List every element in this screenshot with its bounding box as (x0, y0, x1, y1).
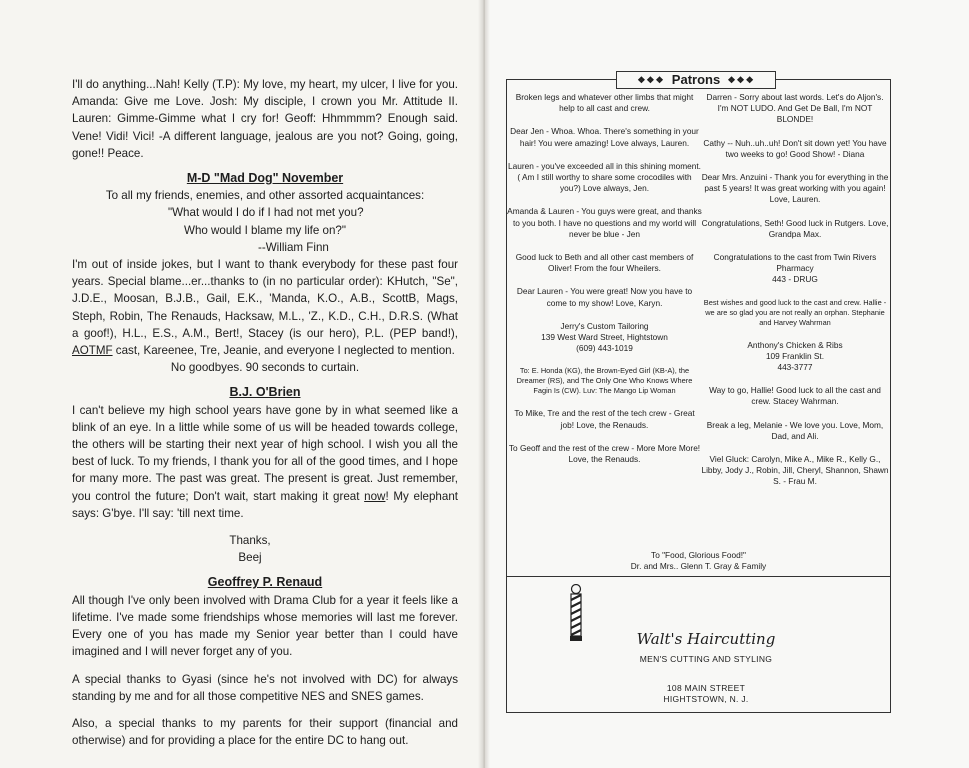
patrons-bottom-note (506, 550, 891, 572)
ad-address-line-2: HIGHTSTOWN, N. J. (663, 694, 749, 704)
patron-note: Congratulations, Seth! Good luck in Rutgers. Love, Grandpa Max. (701, 217, 889, 239)
patron-ad-pharmacy: Congratulations to the cast from Twin Rivers Pharmacy 443 - DRUG (713, 252, 877, 285)
quote-line-1: "What would I do if I had not met you? (168, 206, 364, 220)
barber-pole-icon (567, 584, 585, 644)
ornament-left-icon: ❖❖❖ (637, 75, 665, 85)
obrien-thanks: Thanks, (229, 534, 271, 548)
patron-note: Dear Mrs. Anzuini - Thank you for everything in the past 5 years! It was great working with you again! Love, Lauren. (701, 172, 889, 205)
renaud-paragraph-2: A special thanks to Gyasi (since he's not involved with DC) for always standing by me and for all those competitive NES and SNES games. (72, 672, 458, 703)
patron-note: Amanda & Lauren - You guys were great, and thanks to you both. I have no questions and my world will never be blue - Jen (507, 206, 702, 239)
patron-note: Best wishes and good luck to the cast and crew. Hallie - we are so glad you are not really an orphan. Stephanie and Harvey Wahrman (703, 297, 887, 327)
patron-ad-tailoring: Jerry's Custom Tailoring 139 West Ward Street, Hightstown (609) 443-1019 (541, 320, 668, 354)
bottom-note-line-2: Dr. and Mrs.. Glenn T. Gray & Family (630, 561, 767, 572)
patron-note: Cathy -- Nuh..uh..uh! Don't sit down yet! You have two weeks to go! Good Show! - Diana (703, 137, 887, 159)
book-gutter (478, 0, 490, 768)
ad-business-address (606, 683, 806, 705)
ad-business-tagline: MEN'S CUTTING AND STYLING (639, 654, 773, 664)
obrien-body-text: I can't believe my high school years have gone by in what seemed like a blink of an eye. In a little while some of us will be headed towards college, the others will be starting their next year of high school. I wish you all the best of luck. To my friends, I thank you for all of the good times, and I hope for many more. The past was great. The present is great. Just remember, you control the future; Don't wait, start making it great (72, 403, 458, 503)
patron-note: Dear Lauren - You were great! Now you have to come to my show! Love, Karyn. (516, 286, 693, 308)
november-closing: No goodbyes. 90 seconds to curtain. (170, 361, 360, 375)
obrien-signoff: Beej (238, 551, 262, 565)
patron-note: Dear Jen - Whoa. Whoa. There's something in your hair! You were amazing! Love always, Lauren. (510, 126, 699, 148)
patron-note: Good luck to Beth and all other cast members of Oliver! From the four Wheilers. (515, 252, 694, 274)
patron-note: Broken legs and whatever other limbs that might help to all cast and crew. (515, 92, 694, 114)
ornament-right-icon: ❖❖❖ (727, 75, 755, 85)
patron-note: To Mike, Tre and the rest of the tech crew - Great job! Love, the Renauds. (514, 408, 695, 430)
underlined-aotmf: AOTMF (72, 344, 113, 358)
underlined-now: now (364, 489, 386, 503)
patrons-header (616, 71, 776, 89)
ad-business-name: Walt's Haircutting (636, 630, 776, 648)
ad-divider (506, 576, 891, 577)
quote-attribution: --William Finn (258, 240, 329, 254)
patron-note: Viel Gluck: Carolyn, Mike A., Mike R., Kelly G., Libby, Jody J., Robin, Jill, Cheryl, Shannon, Shawn S. - Frau M. (701, 454, 889, 487)
obrien-body (72, 402, 458, 522)
bottom-note-line-1: To "Food, Glorious Food!" (651, 550, 746, 560)
left-page-text (72, 76, 458, 749)
patron-note: Break a leg, Melanie - We love you. Love, Mom, Dad, and Ali. (706, 419, 884, 441)
renaud-paragraph-3: Also, a special thanks to my parents for their support (financial and otherwise) and for providing a place for the entire DC to hang out. (72, 716, 458, 748)
section-heading-november: M-D "Mad Dog" November (186, 171, 344, 186)
patron-ad-chicken: Anthony's Chicken & Ribs 109 Franklin St. 443-3777 (747, 339, 843, 373)
patron-note: Darren - Sorry about last words. Let's do Aljon's. I'm NOT LUDO. And Get De Ball, I'm NOT BLONDE! (706, 92, 884, 125)
november-dedication: To all my friends, enemies, and other assorted acquaintances: (105, 189, 425, 203)
november-body-text: I'm out of inside jokes, but I want to thank everybody for these past four years. Special blame...er...thanks to (in no particular order): KHutch, "Se", J.D.E., Moosan, B.J.B., Gail, E.K., 'Manda, K.O., A.B., ScottB, Mags, Steph, Robin, The Renauds, Hacksaw, M.L., 'Z., K.D., C.H., D.R.S. (What a goof!), H.L., E.S., A.M., Bert!, Stacey (is our hero), P.L. (PEP band!), (72, 258, 458, 340)
section-heading-obrien: B.J. O'Brien (229, 385, 301, 400)
quote-line-2: Who would I blame my life on?" (184, 223, 346, 237)
patron-note: Way to go, Hallie! Good luck to all the cast and crew. Stacey Wahrman. (709, 385, 881, 407)
renaud-paragraph-1: All though I've only been involved with Drama Club for a year it feels like a lifetime. I've made some friendships whose memories will last me forever. Every one of you has made my Senior year better than I could have imagined and I will never forget any of you. (72, 593, 458, 659)
patrons-title: Patrons (671, 72, 721, 87)
patrons-left-column (507, 92, 702, 477)
november-body (72, 256, 458, 359)
patron-note: To: E. Honda (KG), the Brown-Eyed Girl (KB-A), the Dreamer (RS), and The Only One Who Knows Where Fagin Is (CW). Luv: The Mango Lip Woman (516, 366, 693, 396)
patron-note: Lauren - you've exceeded all in this shining moment. ( Am I still worthy to share some crocodiles with you?) Love always, Jen. (508, 160, 701, 194)
ad-address-line-1: 108 MAIN STREET (666, 683, 746, 693)
obrien-body-tail: ! My elephant says: G'bye. I'll say: 'till next time. (72, 489, 458, 520)
intro-paragraph: I'll do anything...Nah! Kelly (T.P): My love, my heart, my ulcer, I live for you. Amanda: Give me Love. Josh: My disciple, I crown you Mr. Attitude II. Lauren: Gimme-Gimme what I cry for! Geoff: Hhmmmm? Enough said. Vene! Vidi! Vici! -A different language, jealous are you not? Going, going, gone!! Peace. (72, 78, 458, 160)
section-heading-renaud: Geoffrey P. Renaud (207, 575, 323, 590)
november-body-tail: cast, Kareenee, Tre, Jeanie, and everyone I neglected to mention. (112, 344, 455, 358)
patron-note: To Geoff and the rest of the crew - More More More! Love, the Renauds. (508, 442, 701, 465)
patrons-right-column (700, 92, 890, 500)
